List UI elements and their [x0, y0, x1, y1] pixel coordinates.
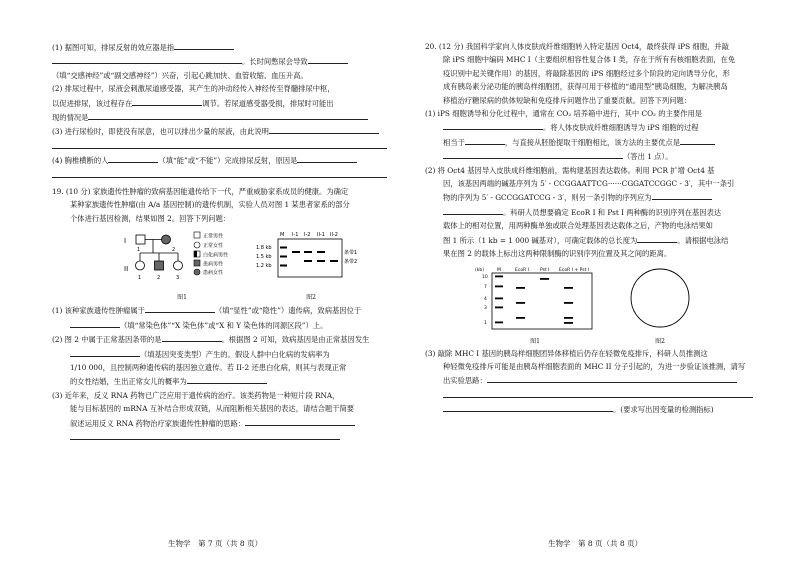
lane-label: M: [497, 267, 501, 273]
figure-caption: 图2: [655, 337, 665, 345]
answer-blank[interactable]: [443, 149, 623, 159]
gel-band: [280, 247, 287, 249]
tick-label: 1: [484, 320, 487, 326]
answer-blank[interactable]: [70, 430, 340, 440]
gel-band: [495, 275, 503, 277]
tick-label: 7: [484, 284, 487, 290]
answer-blank[interactable]: [297, 153, 357, 163]
answer-blank[interactable]: [52, 168, 387, 178]
lane-label: I-1: [292, 232, 299, 239]
gel-band: [330, 260, 338, 262]
answer-blank[interactable]: [145, 303, 215, 313]
legend-label: 患病男性: [203, 261, 224, 268]
pedigree-male: [136, 235, 145, 244]
size-label: 1.8 kb: [256, 245, 272, 252]
figure-caption: 图1: [177, 294, 187, 302]
q19-intro: 19. (10 分) 家族遗传性肿瘤的致病基因能遗传给下一代，严重威胁家系成员的健康。为确定: [52, 187, 349, 197]
ind-label: 1: [138, 275, 142, 282]
figure-caption: 图2: [306, 294, 316, 302]
answer-blank[interactable]: [308, 54, 348, 64]
gel-band: [516, 287, 525, 289]
gel-band: [317, 260, 325, 262]
answer-blank[interactable]: [443, 205, 503, 215]
pedigree-male: [155, 261, 164, 270]
q20-2: (2) 将 Oct4 基因导入皮肤成纤维细胞前，需构建基因表达载体。利用 PCR 扩增 Oct4 基: [425, 165, 715, 175]
plasmid-circle: [631, 269, 689, 327]
answer-blank[interactable]: [652, 190, 712, 200]
answer-blank[interactable]: [187, 374, 267, 384]
ind-label: 2: [157, 275, 161, 282]
gel-figure: [256, 229, 366, 301]
q19-figures: [122, 229, 392, 301]
q20-3: (3) 敲除 MHC I 基因的胰岛样细胞团异体移植后仍存在轻微免疫排斥，科研人员推测这: [425, 348, 708, 358]
gen-label: II: [124, 265, 129, 274]
answer-blank[interactable]: [443, 388, 753, 398]
pedigree-female: [162, 235, 171, 244]
page-footer: 生物学 第 7 页（共 8 页）: [168, 539, 263, 548]
answer-blank[interactable]: [443, 120, 543, 130]
gel-band: [564, 322, 573, 324]
answer-blank[interactable]: [245, 416, 355, 426]
answer-blank[interactable]: [443, 402, 613, 412]
answer-blank[interactable]: [52, 139, 387, 149]
legend-label: 白化病男性: [203, 252, 229, 259]
answer-blank[interactable]: [132, 96, 202, 106]
gel-band: [495, 321, 503, 323]
answer-blank[interactable]: [174, 40, 234, 50]
gel-band: [564, 287, 573, 289]
answer-blank[interactable]: [52, 54, 242, 64]
q20-figures: [475, 265, 755, 345]
plasmid-figure: [625, 265, 695, 345]
figure-caption: 图1: [530, 337, 540, 345]
legend-label: 患病女性: [203, 270, 224, 277]
lane-label: EcoR I + Pst I: [559, 267, 590, 273]
ind-label: 3: [176, 275, 180, 282]
answer-blank[interactable]: [465, 135, 505, 145]
q20-1: (1) iPS 细胞诱导和分化过程中，通常在 CO₂ 培养箱中进行，其中 CO₂ 的主要作用是: [425, 109, 703, 119]
gel-band: [564, 302, 573, 304]
lane-label: Pst I: [540, 267, 550, 273]
answer-blank[interactable]: [70, 347, 140, 357]
tick-label: 10: [482, 274, 488, 280]
lane-label: EcoR I: [515, 267, 529, 273]
gel-band: [540, 278, 549, 280]
tick-label: 4: [484, 296, 487, 302]
pedigree-female: [136, 261, 145, 270]
gen-label: I: [124, 237, 127, 246]
size-label: 1.2 kb: [256, 263, 272, 270]
right-page: 20. (12 分) 我国科学家向人体皮肤成纤维细胞转入特定基因 Oct4，最终获得 iPS 细胞，并敲 除 iPS 细胞中编码 MHC I（主要组织相容性复合体 I 类，存在于所有有核细胞表面，在免 疫识别中起关键作用）的基因，将敲除基因的 iPS 细胞经过多个阶段的定向诱导分化，形 成有胰岛素分泌功能的胰岛样细胞团，获得可用于移植的“通用型”胰岛细胞，为解决胰岛 移植治疗糖尿病的供体短缺和免疫排斥问题作出了重要贡献。回答下列问题： (1) iPS 细胞诱导和分化过程中，通常在 CO₂ 培养箱中进行，其中 CO₂ 的主要作用是 。将人体皮肤成纤维细胞诱导为 iPS 细胞的过程 相当于 ，与直接从胚胎提取干细胞相比，该方法的主要优点是 （答出 1 点）。 (2) 将 Oct4 基因导入皮肤成纤维细胞前，需构建基因表达载体。利用 PCR 扩增 Oct4 基 因，该基因两端的碱基序列为 5′ - CCGGAATTCG······CGGATCCGGC - 3′，其中一条引 物的序列为 5′ - GCCGGATCCG - 3′，则另一条引物的序列应为 。科研人员想要确定 EcoR I 和 Pst I 两种酶的识别序列在基因表达 载体上的相对位置，用两种酶单独或联合处理基因表达载体之后，产物的电泳结果如 图 1 所示（1 kb = 1 000 碱基对），可确定载体的总长度为 。请根据电泳结 果在图 2 的载体上标出这两种限制酶的识别序列位置及其之间的距离。 (kb) M EcoR I Pst I EcoR I + Pst I 10 7 4 3 1 图1 图2 (3) 敲除 MHC I 基因的胰岛样细胞团异体移植后仍存在轻微免疫排斥，科研人员推测这 种轻微免疫排斥可能是由胰岛样细胞表面的 MHC II 分子引起的，为进一步验证该推测，请写 出实验思路： 。(要求写出因变量的检测指标): [425, 40, 755, 417]
gel-band: [516, 302, 525, 304]
size-label: 1.5 kb: [256, 254, 272, 261]
q18-2: (2) 排尿过程中，尿液会刺激尿道感受器，其产生的冲动经传入神经传至脊髓排尿中枢，: [52, 84, 335, 94]
tick-label: 3: [484, 305, 487, 311]
q18-1: (1) 据图可知，排尿反射的效应器是指: [52, 40, 392, 54]
legend-label: 正常女性: [203, 243, 224, 250]
gel-band: [564, 317, 573, 319]
lane-label: M: [280, 232, 285, 239]
answer-blank[interactable]: [162, 332, 222, 342]
answer-blank[interactable]: [70, 318, 120, 328]
pedigree-female: [174, 261, 183, 270]
unit-label: (kb): [475, 267, 484, 273]
answer-blank[interactable]: [680, 135, 715, 145]
answer-blank[interactable]: [487, 373, 737, 383]
gel-band: [495, 297, 503, 299]
electrophoresis-figure: [475, 265, 595, 345]
lane-label: II-1: [317, 232, 325, 239]
gel-band: [292, 251, 300, 253]
band-label: 条带2: [344, 259, 358, 266]
answer-blank[interactable]: [88, 110, 368, 120]
gel-band: [304, 251, 312, 253]
pedigree-figure: [122, 229, 242, 301]
page-footer: 生物学 第 8 页（共 8 页）: [548, 539, 643, 548]
gel-band: [495, 285, 503, 287]
ind-label: 1: [137, 247, 141, 254]
left-page: (1) 据图可知，排尿反射的效应器是指 。长时间憋尿会导致 （填“交感神经”或“副交感神经”）兴奋，引起心跳加快、血管收缩、血压升高。 (2) 排尿过程中，尿液会刺激尿道感受器，其产生的冲动经传入神经传至脊髓排尿中枢， 以促进排尿，该过程存在 调节。若尿道感受器受损，排尿时可能出 现的情况是 (3) 进行尿检时，即使没有尿意，也可以排出少量的尿液，由此说明 (4) 胸椎横断的人 （填“能”或“不能”）完成排尿反射，原因是 19. (10 分) 家族遗传性肿瘤的致病基因能遗传给下一代，严重威胁家系成员的健康。为确定 某种家族遗传性肿瘤(由 A/a 基因控制)的遗传机制，实验人员对图 1 某患者家系的部分 个体进行基因检测，结果如图 2。回答下列问题： I II 1 2 1 2 3 正常男性 正常女性 白化病男性 患病男性 患病女性 图1 M I-1 I-2 II-1 II-2 1.8 kb 1.5 kb 1.2 kb 条带1 条带2 图2 (1) 该种家族遗传性肿瘤属于 （填“显性”或“隐性”）遗传病，致病基因位于 （填“常染色体”“X 染色体”或“X 和 Y 染色体的同源区段”）上。 (2) 图 2 中属于正常基因条带的是 。根据图 2 可知，致病基因是由正常基因发生 （填基因突变类型）产生的。假设人群中白化病的发病率为 1/10 000，且控制两种遗传病的基因独立遗传。若 II-2 还患白化病，则其与表现正常 的女性结婚，生出正常女儿的概率为 (3) 近年来，反义 RNA 药物已广泛应用于遗传病的治疗。该类药物是一种短片段 RNA， 能与目标基因的 mRNA 互补结合形成双链，从而阻断相关基因的表达，请结合题干简要 叙述运用反义 RNA 药物治疗家族遗传性肿瘤的思路：: [52, 40, 392, 444]
legend-label: 正常男性: [203, 233, 224, 240]
answer-blank[interactable]: [269, 124, 379, 134]
gel-band: [495, 306, 503, 308]
q20-intro: 20. (12 分) 我国科学家向人体皮肤成纤维细胞转入特定基因 Oct4，最终获得 iPS 细胞，并敲: [425, 42, 729, 51]
answer-blank[interactable]: [637, 233, 677, 243]
gel-band: [280, 256, 287, 258]
gel-band: [516, 317, 525, 319]
lane-label: II-2: [330, 232, 338, 239]
gel-band: [280, 265, 287, 267]
answer-blank[interactable]: [108, 153, 158, 163]
lane-label: I-2: [304, 232, 311, 239]
ind-label: 2: [172, 247, 176, 254]
gel-band: [304, 260, 312, 262]
band-label: 条带1: [344, 250, 358, 257]
gel-band: [317, 251, 325, 253]
